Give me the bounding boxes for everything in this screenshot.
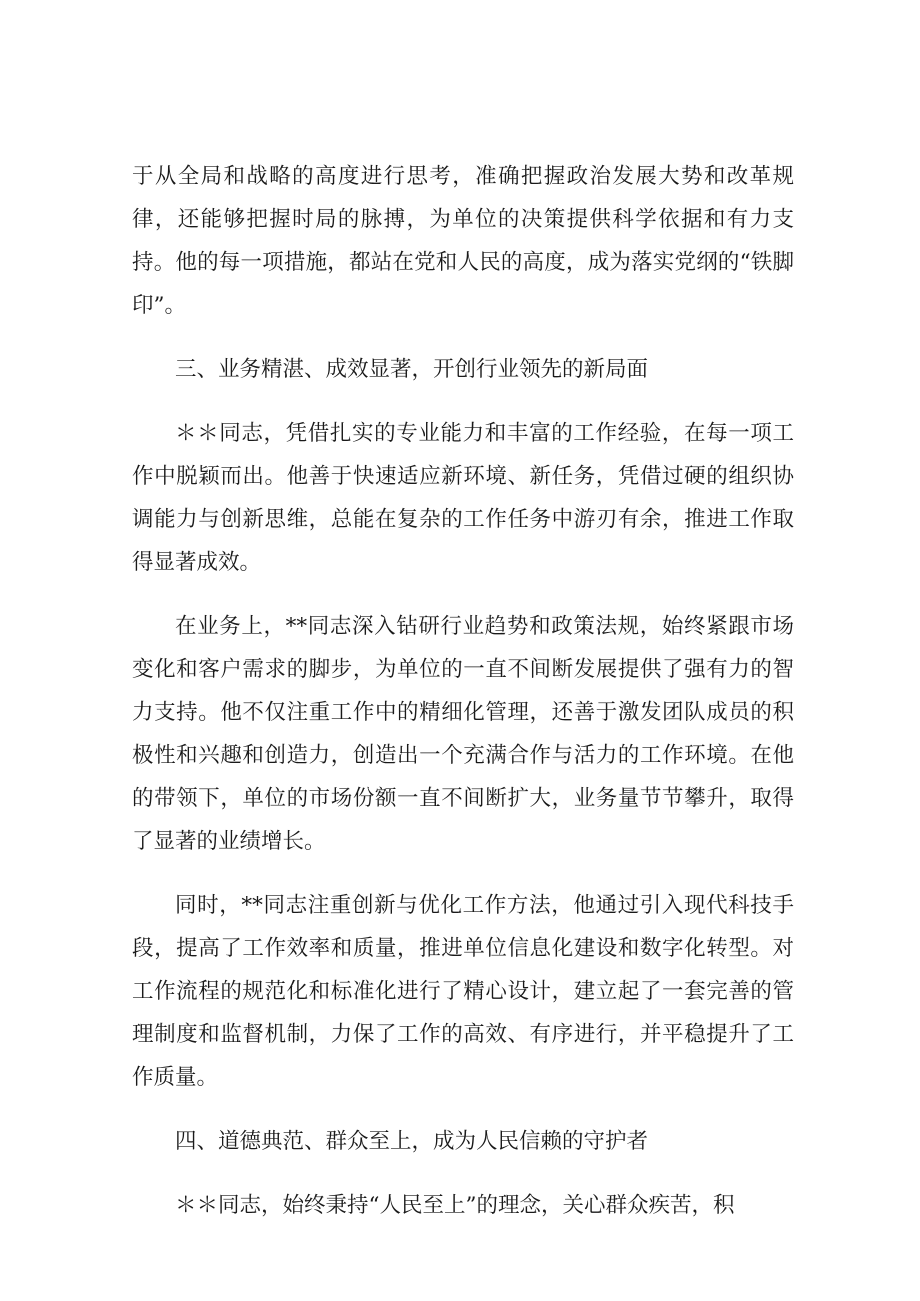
paragraph-spacer xyxy=(132,1099,794,1120)
section-heading-4: 四、道德典范、群众至上，成为人民信赖的守护者 xyxy=(175,1129,649,1154)
paragraph-spacer xyxy=(132,1163,794,1184)
paragraph-body: 同时，**同志注重创新与优化工作方法，他通过引入现代科技手段，提高了工作效率和质量，推进单位信息化建设和数字化转型。对工作流程的规范化和标准化进行了精心设计，建立起了一套完善的管理制度和监督机制，力保了工作的高效、有序进行，并平稳提升了工作质量。 xyxy=(132,893,794,1090)
paragraph-body: ＊＊同志，始终秉持“人民至上”的理念，关心群众疾苦，积 xyxy=(175,1193,735,1218)
paragraph-spacer xyxy=(132,863,794,884)
paragraph-continued: 于从全局和战略的高度进行思考，准确把握政治发展大势和改革规律，还能够把握时局的脉搏，为单位的决策提供科学依据和有力支持。他的每一项措施，都站在党和人民的高度，成为落实党纲的“铁脚印”。 xyxy=(132,164,794,318)
paragraph-spacer xyxy=(132,327,794,348)
section-heading-3: 三、业务精湛、成效显著，开创行业领先的新局面 xyxy=(175,357,649,382)
paragraph-spacer xyxy=(132,391,794,412)
paragraph-body: 在业务上，**同志深入钻研行业趋势和政策法规，始终紧跟市场变化和客户需求的脚步，为单位的一直不间断发展提供了强有力的智力支持。他不仅注重工作中的精细化管理，还善于激发团队成员的积极性和兴趣和创造力，创造出一个充满合作与活力的工作环境。在他的带领下，单位的市场份额一直不间断扩大，业务量节节攀升，取得了显著的业绩增长。 xyxy=(132,614,794,854)
paragraph-body: ＊＊同志，凭借扎实的专业能力和丰富的工作经验，在每一项工作中脱颖而出。他善于快速适应新环境、新任务，凭借过硬的组织协调能力与创新思维，总能在复杂的工作任务中游刃有余，推进工作取得显著成效。 xyxy=(132,421,794,575)
paragraph-spacer xyxy=(132,584,794,605)
document-body xyxy=(132,155,794,1227)
